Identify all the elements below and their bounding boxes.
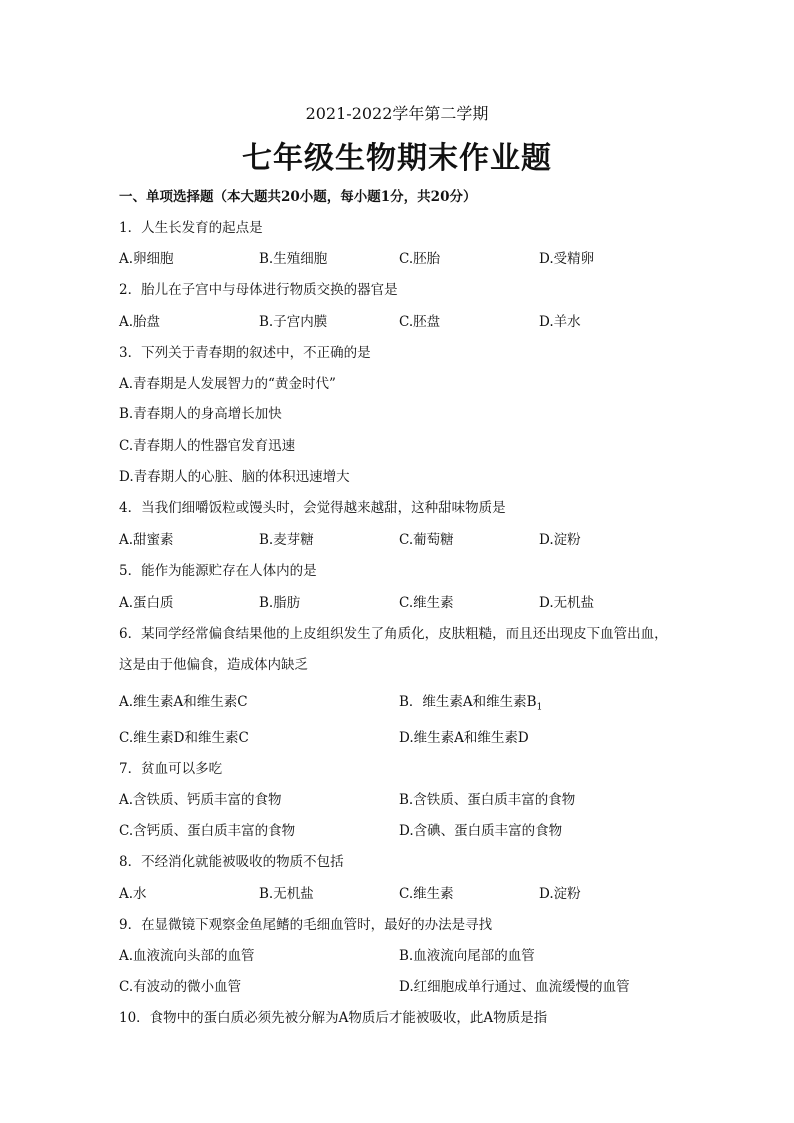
question-8-option-d: D.淀粉: [539, 886, 581, 902]
question-1-stem: 1．人生长发育的起点是: [119, 220, 263, 236]
question-6-option-b-subscript: 1: [536, 702, 543, 713]
question-9-option-d: D.红细胞成单行通过、血流缓慢的血管: [399, 979, 630, 995]
question-4-option-d: D.淀粉: [539, 532, 581, 548]
question-1-option-c: C.胚胎: [399, 251, 441, 267]
question-4-option-c: C.葡萄糖: [399, 532, 454, 548]
question-3-option-b: B.青春期人的身高增长加快: [119, 406, 282, 422]
question-3-option-d: D.青春期人的心脏、脑的体积迅速增大: [119, 469, 350, 485]
question-7-option-a: A.含铁质、钙质丰富的食物: [119, 792, 282, 808]
question-4-option-b: B.麦芽糖: [259, 532, 314, 548]
term-heading: 2021-2022学年第二学期: [305, 104, 489, 123]
question-6-option-b: B．维生素A和维生素B: [399, 694, 537, 710]
question-5-option-d: D.无机盐: [539, 595, 595, 611]
question-7-stem: 7．贫血可以多吃: [119, 761, 223, 777]
question-6-option-a: A.维生素A和维生素C: [119, 694, 248, 710]
question-2-stem: 2．胎儿在子宫中与母体进行物质交换的器官是: [119, 282, 398, 298]
question-7-option-c: C.含钙质、蛋白质丰富的食物: [119, 823, 296, 839]
question-4-option-a: A.甜蜜素: [119, 532, 174, 548]
question-5-option-a: A.蛋白质: [119, 595, 174, 611]
question-6-stem-line-1: 6．某同学经常偏食结果他的上皮组织发生了角质化，皮肤粗糙，而且还出现皮下血管出血，: [119, 626, 668, 642]
question-3-option-c: C.青春期人的性器官发育迅速: [119, 438, 296, 454]
question-9-option-b: B.血液流向尾部的血管: [399, 948, 535, 964]
question-1-option-d: D.受精卵: [539, 251, 595, 267]
question-8-stem: 8．不经消化就能被吸收的物质不包括: [119, 854, 344, 870]
question-8-option-a: A.水: [119, 886, 147, 902]
question-6-option-c: C.维生素D和维生素C: [119, 730, 249, 746]
question-8-option-b: B.无机盐: [259, 886, 314, 902]
question-3-option-a: A.青春期是人发展智力的“黄金时代”: [119, 376, 336, 392]
question-9-stem: 9．在显微镜下观察金鱼尾鳍的毛细血管时，最好的办法是寻找: [119, 917, 493, 933]
question-2-option-d: D.羊水: [539, 314, 581, 330]
question-10-stem: 10．食物中的蛋白质必须先被分解为A物质后才能被吸收，此A物质是指: [119, 1010, 548, 1026]
question-5-stem: 5．能作为能源贮存在人体内的是: [119, 563, 317, 579]
page-title: 七年级生物期末作业题: [242, 141, 552, 176]
question-1-option-b: B.生殖细胞: [259, 251, 328, 267]
question-2-option-a: A.胎盘: [119, 314, 161, 330]
question-6-stem-line-2: 这是由于他偏食，造成体内缺乏: [119, 657, 308, 673]
question-8-option-c: C.维生素: [399, 886, 454, 902]
question-3-stem: 3．下列关于青春期的叙述中，不正确的是: [119, 345, 371, 361]
question-7-option-b: B.含铁质、蛋白质丰富的食物: [399, 792, 576, 808]
question-5-option-b: B.脂肪: [259, 595, 301, 611]
question-7-option-d: D.含碘、蛋白质丰富的食物: [399, 823, 563, 839]
question-1-option-a: A.卵细胞: [119, 251, 174, 267]
question-9-option-c: C.有波动的微小血管: [119, 979, 242, 995]
question-5-option-c: C.维生素: [399, 595, 454, 611]
question-4-stem: 4．当我们细嚼饭粒或馒头时，会觉得越来越甜，这种甜味物质是: [119, 500, 506, 516]
question-6-option-d: D.维生素A和维生素D: [399, 730, 529, 746]
question-2-option-b: B.子宫内膜: [259, 314, 328, 330]
section-heading: 一、单项选择题（本大题共20小题，每小题1分，共20分）: [119, 189, 477, 205]
question-9-option-a: A.血液流向头部的血管: [119, 948, 255, 964]
question-6-option-b-wrap: [399, 693, 542, 717]
question-2-option-c: C.胚盘: [399, 314, 441, 330]
